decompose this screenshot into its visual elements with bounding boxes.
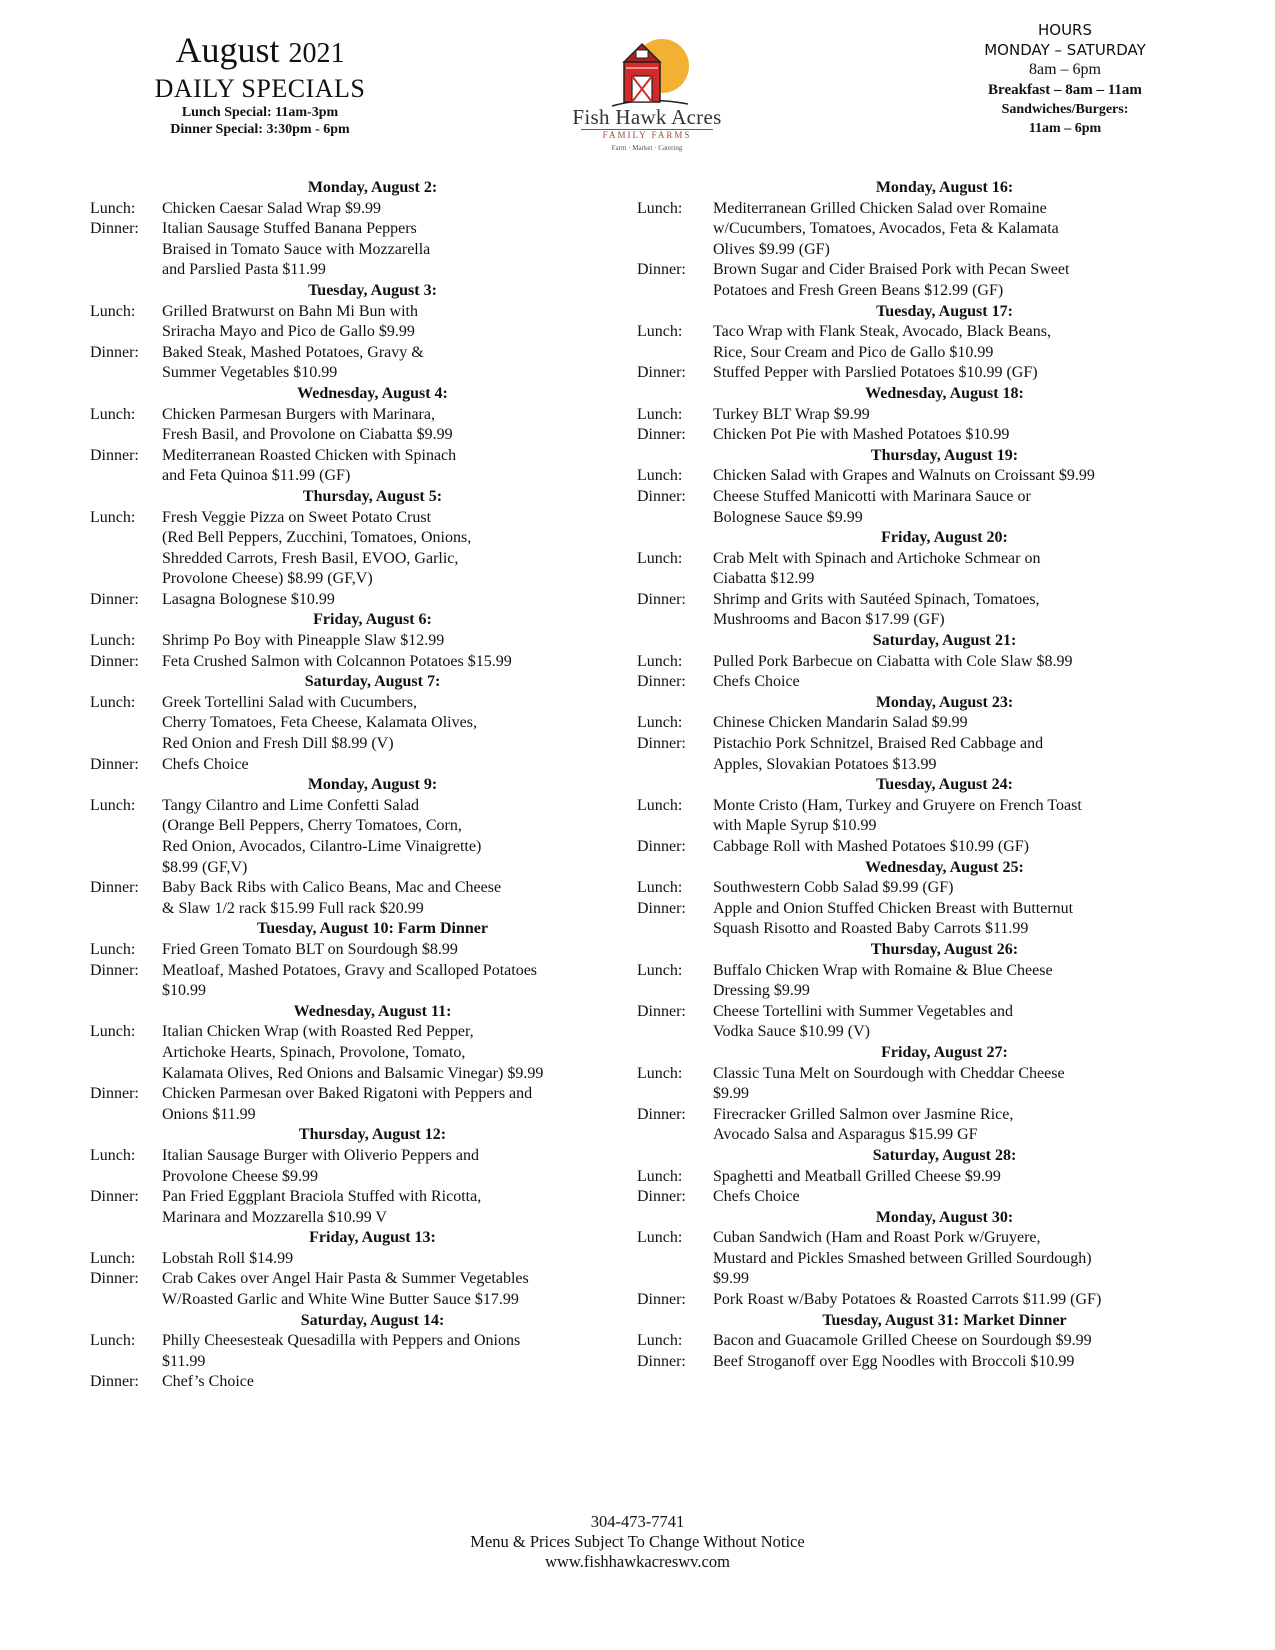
logo-brand-name: Fish Hawk Acres bbox=[572, 105, 722, 129]
meal-label: Dinner: bbox=[637, 487, 686, 505]
meal-row bbox=[637, 899, 1192, 940]
day-heading: Monday, August 2: bbox=[307, 179, 438, 196]
meal-description: Chef’s Choice bbox=[162, 1373, 254, 1391]
meal-label: Dinner: bbox=[637, 673, 686, 691]
meal-row bbox=[637, 590, 1192, 631]
meal-description: Cuban Sandwich (Ham and Roast Pork w/Gruyere, Mustard and Pickles Smashed between Grilled Sourdough) $9.99 bbox=[713, 1229, 1092, 1288]
sandwiches-label: Sandwiches/Burgers: bbox=[1001, 102, 1129, 117]
meal-row bbox=[90, 631, 605, 652]
meal-row bbox=[637, 487, 1192, 528]
meal-row bbox=[637, 363, 1192, 384]
meal-row bbox=[637, 1167, 1192, 1188]
meal-description: Baked Steak, Mashed Potatoes, Gravy & Summer Vegetables $10.99 bbox=[162, 343, 424, 382]
meal-label: Dinner: bbox=[637, 364, 686, 382]
meal-row bbox=[637, 961, 1192, 1002]
meal-description: Beef Stroganoff over Egg Noodles with Broccoli $10.99 bbox=[713, 1352, 1075, 1370]
day-heading: Tuesday, August 10: Farm Dinner bbox=[257, 920, 488, 938]
day-block bbox=[90, 672, 605, 775]
day-heading: Monday, August 16: bbox=[875, 179, 1014, 196]
meal-description: Cheese Stuffed Manicotti with Marinara Sauce or Bolognese Sauce $9.99 bbox=[713, 487, 1031, 526]
meal-label: Lunch: bbox=[90, 508, 136, 526]
right-menu-column bbox=[637, 178, 1192, 1372]
meal-label: Lunch: bbox=[637, 405, 683, 423]
meal-label: Dinner: bbox=[637, 1002, 686, 1020]
meal-row bbox=[637, 713, 1192, 734]
meal-label: Lunch: bbox=[90, 1332, 136, 1350]
meal-row bbox=[90, 940, 605, 961]
meal-label: Dinner: bbox=[637, 261, 686, 279]
meal-row bbox=[90, 1331, 605, 1372]
day-heading: Wednesday, August 4: bbox=[297, 384, 448, 402]
meal-label: Lunch: bbox=[637, 1064, 683, 1082]
meal-label: Dinner: bbox=[90, 879, 139, 897]
day-block bbox=[637, 446, 1192, 528]
meal-label: Lunch: bbox=[90, 302, 136, 320]
meal-description: Fried Green Tomato BLT on Sourdough $8.99 bbox=[162, 940, 458, 958]
meal-label: Lunch: bbox=[90, 940, 136, 958]
day-heading: Saturday, August 14: bbox=[300, 1311, 445, 1329]
logo-tagline: Farm · Market · Catering bbox=[611, 144, 683, 152]
day-block bbox=[90, 1125, 605, 1228]
meal-label: Lunch: bbox=[637, 961, 683, 979]
day-block bbox=[90, 1311, 605, 1393]
meal-row bbox=[90, 878, 605, 919]
meal-label: Lunch: bbox=[637, 796, 683, 814]
meal-description: Italian Chicken Wrap (with Roasted Red Pepper, Artichoke Hearts, Spinach, Provolone, Tomato, Kalamata Olives, Red Onions and Balsamic Vinegar) $9.99 bbox=[162, 1023, 544, 1082]
meal-label: Lunch: bbox=[637, 1167, 683, 1185]
meal-description: Chicken Salad with Grapes and Walnuts on Croissant $9.99 bbox=[713, 467, 1095, 485]
sandwiches-hours: 11am – 6pm bbox=[1028, 121, 1102, 136]
meal-label: Lunch: bbox=[90, 1249, 136, 1267]
day-block bbox=[637, 775, 1192, 857]
day-heading: Monday, August 30: bbox=[875, 1208, 1014, 1226]
day-heading: Saturday, August 28: bbox=[872, 1146, 1017, 1164]
day-block bbox=[637, 302, 1192, 384]
meal-description: Monte Cristo (Ham, Turkey and Gruyere on French Toast with Maple Syrup $10.99 bbox=[713, 796, 1082, 835]
meal-row bbox=[90, 652, 605, 673]
meal-description: Fresh Veggie Pizza on Sweet Potato Crust (Red Bell Peppers, Zucchini, Tomatoes, Onions, Shredded Carrots, Fresh Basil, EVOO, Garlic, Provolone Cheese) $8.99 (GF,V) bbox=[162, 508, 472, 588]
day-block bbox=[637, 1043, 1192, 1146]
meal-description: Chefs Choice bbox=[713, 673, 800, 691]
meal-row bbox=[90, 1269, 605, 1310]
meal-label: Dinner: bbox=[90, 652, 139, 670]
meal-description: Crab Cakes over Angel Hair Pasta & Summer Vegetables W/Roasted Garlic and White Wine Butter Sauce $17.99 bbox=[162, 1270, 529, 1309]
meal-row bbox=[90, 693, 605, 755]
meal-row bbox=[637, 1331, 1192, 1352]
meal-description: Italian Sausage Stuffed Banana Peppers Braised in Tomato Sauce with Mozzarella and Parslied Pasta $11.99 bbox=[162, 220, 431, 279]
meal-row bbox=[637, 1064, 1192, 1105]
hours-time: 8am – 6pm bbox=[1029, 61, 1101, 78]
day-block bbox=[90, 1228, 605, 1310]
hours-block bbox=[960, 20, 1170, 138]
meal-label: Dinner: bbox=[637, 735, 686, 753]
meal-description: Greek Tortellini Salad with Cucumbers, Cherry Tomatoes, Feta Cheese, Kalamata Olives, Red Onion and Fresh Dill $8.99 (V) bbox=[162, 693, 477, 753]
day-heading: Tuesday, August 31: Market Dinner bbox=[822, 1311, 1067, 1329]
meal-description: Lobstah Roll $14.99 bbox=[162, 1249, 294, 1267]
meal-row bbox=[90, 1084, 605, 1125]
meal-row bbox=[90, 405, 605, 446]
meal-label: Lunch: bbox=[637, 199, 683, 217]
day-heading: Tuesday, August 24: bbox=[876, 776, 1013, 794]
day-block bbox=[637, 1311, 1192, 1373]
meal-description: Italian Sausage Burger with Oliverio Peppers and Provolone Cheese $9.99 bbox=[162, 1146, 479, 1185]
meal-description: Pan Fried Eggplant Braciola Stuffed with Ricotta, Marinara and Mozzarella $10.99 V bbox=[162, 1188, 482, 1226]
meal-description: Cabbage Roll with Mashed Potatoes $10.99 (GF) bbox=[713, 838, 1029, 855]
meal-row bbox=[637, 878, 1192, 899]
meal-label: Dinner: bbox=[90, 1373, 139, 1391]
day-block bbox=[90, 487, 605, 611]
day-block bbox=[90, 1002, 605, 1126]
meal-row bbox=[90, 796, 605, 878]
day-block bbox=[637, 940, 1192, 1043]
meal-row bbox=[637, 1187, 1192, 1208]
meal-row bbox=[637, 322, 1192, 363]
meal-label: Lunch: bbox=[637, 714, 683, 732]
meal-description: Stuffed Pepper with Parslied Potatoes $10.99 (GF) bbox=[713, 364, 1038, 382]
meal-description: Lasagna Bolognese $10.99 bbox=[162, 590, 335, 608]
day-heading: Wednesday, August 25: bbox=[865, 858, 1024, 876]
day-block bbox=[637, 178, 1192, 302]
day-block bbox=[637, 858, 1192, 940]
meal-row bbox=[90, 446, 605, 487]
day-heading: Thursday, August 19: bbox=[870, 446, 1019, 464]
meal-label: Dinner: bbox=[90, 1085, 139, 1103]
day-heading: Friday, August 6: bbox=[313, 611, 432, 629]
meal-description: Pork Roast w/Baby Potatoes & Roasted Carrots $11.99 (GF) bbox=[713, 1291, 1102, 1309]
day-heading: Monday, August 23: bbox=[875, 693, 1014, 711]
footer bbox=[0, 1512, 1275, 1572]
meal-description: Apple and Onion Stuffed Chicken Breast with Butternut Squash Risotto and Roasted Baby Carrots $11.99 bbox=[713, 899, 1074, 938]
meal-description: Baby Back Ribs with Calico Beans, Mac and Cheese & Slaw 1/2 rack $15.99 Full rack $20.99 bbox=[162, 879, 502, 917]
day-block bbox=[637, 1208, 1192, 1311]
barn-icon bbox=[602, 32, 692, 110]
day-block bbox=[90, 384, 605, 487]
meal-label: Dinner: bbox=[90, 1188, 139, 1206]
phone-number: 304-473-7741 bbox=[590, 1512, 685, 1531]
meal-description: Shrimp Po Boy with Pineapple Slaw $12.99 bbox=[162, 632, 445, 650]
breakfast-hours: Breakfast – 8am – 11am bbox=[988, 82, 1142, 98]
meal-row bbox=[90, 219, 605, 281]
meal-label: Lunch: bbox=[637, 879, 683, 897]
day-heading: Friday, August 27: bbox=[881, 1043, 1008, 1061]
day-heading: Tuesday, August 3: bbox=[308, 281, 437, 299]
day-block bbox=[637, 384, 1192, 446]
meal-row bbox=[637, 549, 1192, 590]
meal-description: Feta Crushed Salmon with Colcannon Potatoes $15.99 bbox=[162, 652, 512, 670]
day-heading: Thursday, August 12: bbox=[298, 1126, 447, 1144]
meal-row bbox=[637, 199, 1192, 261]
meal-row bbox=[90, 508, 605, 590]
meal-description: Pistachio Pork Schnitzel, Braised Red Cabbage and Apples, Slovakian Potatoes $13.99 bbox=[713, 735, 1044, 773]
month-year: 2021 bbox=[288, 38, 345, 69]
meal-label: Lunch: bbox=[90, 1146, 136, 1164]
meal-description: Bacon and Guacamole Grilled Cheese on Sourdough $9.99 bbox=[713, 1332, 1092, 1350]
day-heading: Friday, August 20: bbox=[881, 529, 1008, 547]
meal-row bbox=[90, 1022, 605, 1084]
meal-label: Lunch: bbox=[90, 796, 136, 814]
meal-description: Mediterranean Grilled Chicken Salad over Romaine w/Cucumbers, Tomatoes, Avocados, Feta & Kalamata Olives $9.99 (GF) bbox=[713, 199, 1059, 258]
meal-row bbox=[637, 1352, 1192, 1373]
meal-row bbox=[90, 302, 605, 343]
meal-description: Grilled Bratwurst on Bahn Mi Bun with Sriracha Mayo and Pico de Gallo $9.99 bbox=[162, 302, 418, 341]
change-notice: Menu & Prices Subject To Change Without Notice bbox=[470, 1532, 805, 1551]
meal-label: Dinner: bbox=[637, 838, 686, 855]
meal-label: Lunch: bbox=[90, 199, 136, 217]
meal-description: Chefs Choice bbox=[713, 1188, 800, 1206]
meal-label: Lunch: bbox=[637, 1229, 683, 1247]
meal-row bbox=[90, 961, 605, 1002]
meal-description: Chicken Pot Pie with Mashed Potatoes $10.99 bbox=[713, 426, 1010, 444]
meal-description: Firecracker Grilled Salmon over Jasmine Rice, Avocado Salsa and Asparagus $15.99 GF bbox=[713, 1105, 1014, 1144]
meal-description: Shrimp and Grits with Sautéed Spinach, Tomatoes, Mushrooms and Bacon $17.99 (GF) bbox=[713, 590, 1040, 629]
meal-description: Spaghetti and Meatball Grilled Cheese $9.99 bbox=[713, 1167, 1001, 1185]
day-heading: Thursday, August 26: bbox=[870, 940, 1019, 958]
day-heading: Wednesday, August 18: bbox=[865, 384, 1024, 402]
meal-label: Lunch: bbox=[637, 1332, 683, 1350]
meal-label: Dinner: bbox=[90, 755, 139, 773]
meal-label: Dinner: bbox=[90, 961, 139, 979]
meal-label: Lunch: bbox=[637, 652, 683, 670]
meal-row bbox=[637, 652, 1192, 673]
meal-row bbox=[90, 199, 605, 220]
meal-description: Classic Tuna Melt on Sourdough with Cheddar Cheese $9.99 bbox=[713, 1064, 1065, 1103]
meal-description: Meatloaf, Mashed Potatoes, Gravy and Scalloped Potatoes $10.99 bbox=[162, 961, 538, 1000]
day-block bbox=[90, 775, 605, 919]
meal-label: Dinner: bbox=[90, 590, 139, 608]
website-url: www.fishhawkacreswv.com bbox=[545, 1552, 730, 1571]
meal-label: Lunch: bbox=[90, 1023, 136, 1041]
day-block bbox=[90, 919, 605, 1001]
meal-description: Cheese Tortellini with Summer Vegetables and Vodka Sauce $10.99 (V) bbox=[713, 1002, 1014, 1041]
lunch-special-hours: Lunch Special: 11am-3pm bbox=[181, 105, 339, 120]
meal-label: Dinner: bbox=[637, 1105, 686, 1123]
meal-label: Dinner: bbox=[637, 899, 686, 917]
meal-row bbox=[90, 590, 605, 611]
meal-description: Crab Melt with Spinach and Artichoke Schmear on Ciabatta $12.99 bbox=[713, 549, 1041, 588]
meal-label: Dinner: bbox=[90, 446, 139, 464]
meal-label: Dinner: bbox=[637, 1352, 686, 1370]
meal-label: Dinner: bbox=[90, 343, 139, 361]
meal-row bbox=[637, 796, 1192, 837]
day-block bbox=[90, 178, 605, 281]
day-heading: Saturday, August 7: bbox=[304, 673, 441, 691]
meal-description: Taco Wrap with Flank Steak, Avocado, Black Beans, Rice, Sour Cream and Pico de Gallo $10.99 bbox=[713, 323, 1052, 361]
meal-label: Dinner: bbox=[637, 590, 686, 608]
meal-description: Tangy Cilantro and Lime Confetti Salad (Orange Bell Peppers, Cherry Tomatoes, Corn, Red Onion, Avocados, Cilantro-Lime Vinaigrette) $8.99 (GF,V) bbox=[162, 796, 482, 876]
logo-subtitle: FAMILY FARMS bbox=[602, 130, 692, 140]
meal-description: Turkey BLT Wrap $9.99 bbox=[713, 405, 870, 423]
page-title: DAILY SPECIALS bbox=[154, 74, 366, 103]
meal-row bbox=[90, 343, 605, 384]
meal-row bbox=[637, 425, 1192, 446]
meal-label: Lunch: bbox=[90, 632, 136, 650]
month-name: August bbox=[175, 30, 280, 70]
meal-label: Dinner: bbox=[90, 1270, 139, 1288]
day-block bbox=[637, 528, 1192, 631]
meal-label: Lunch: bbox=[90, 405, 136, 423]
meal-label: Dinner: bbox=[90, 220, 139, 238]
meal-row bbox=[637, 734, 1192, 775]
meal-row bbox=[637, 405, 1192, 426]
meal-label: Dinner: bbox=[637, 426, 686, 444]
fish-hawk-acres-logo bbox=[572, 32, 722, 154]
meal-row bbox=[637, 1228, 1192, 1290]
meal-row bbox=[90, 1187, 605, 1228]
meal-label: Lunch: bbox=[637, 467, 683, 485]
meal-row bbox=[637, 837, 1192, 858]
day-block bbox=[637, 1146, 1192, 1208]
meal-row bbox=[90, 1249, 605, 1270]
day-block bbox=[637, 631, 1192, 693]
meal-label: Lunch: bbox=[90, 693, 136, 711]
hours-title: HOURS bbox=[1037, 21, 1092, 39]
meal-label: Dinner: bbox=[637, 1188, 686, 1206]
meal-row bbox=[637, 1105, 1192, 1146]
day-heading: Monday, August 9: bbox=[307, 776, 438, 794]
meal-description: Chefs Choice bbox=[162, 755, 249, 773]
meal-description: Mediterranean Roasted Chicken with Spinach and Feta Quinoa $11.99 (GF) bbox=[162, 446, 457, 485]
meal-description: Brown Sugar and Cider Braised Pork with Pecan Sweet Potatoes and Fresh Green Beans $12.99 (GF) bbox=[713, 261, 1070, 299]
meal-description: Chicken Parmesan Burgers with Marinara, Fresh Basil, and Provolone on Ciabatta $9.99 bbox=[162, 405, 453, 444]
menu-header bbox=[130, 30, 390, 138]
meal-label: Dinner: bbox=[637, 1291, 686, 1309]
meal-row bbox=[90, 755, 605, 776]
dinner-special-hours: Dinner Special: 3:30pm - 6pm bbox=[170, 122, 350, 137]
meal-label: Lunch: bbox=[637, 549, 683, 567]
meal-description: Philly Cheesesteak Quesadilla with Peppers and Onions $11.99 bbox=[162, 1332, 521, 1370]
meal-row bbox=[90, 1146, 605, 1187]
meal-row bbox=[637, 1290, 1192, 1311]
meal-row bbox=[637, 466, 1192, 487]
day-heading: Friday, August 13: bbox=[309, 1229, 436, 1247]
meal-description: Pulled Pork Barbecue on Ciabatta with Cole Slaw $8.99 bbox=[713, 652, 1073, 670]
day-heading: Saturday, August 21: bbox=[872, 632, 1017, 650]
meal-row bbox=[637, 672, 1192, 693]
meal-description: Chicken Caesar Salad Wrap $9.99 bbox=[162, 199, 381, 217]
day-block bbox=[637, 693, 1192, 775]
meal-label: Lunch: bbox=[637, 323, 683, 341]
day-heading: Tuesday, August 17: bbox=[876, 302, 1013, 320]
hours-days: MONDAY – SATURDAY bbox=[984, 41, 1146, 59]
meal-description: Southwestern Cobb Salad $9.99 (GF) bbox=[713, 879, 954, 897]
meal-description: Chicken Parmesan over Baked Rigatoni with Peppers and Onions $11.99 bbox=[162, 1085, 533, 1123]
left-menu-column bbox=[90, 178, 605, 1393]
day-heading: Wednesday, August 11: bbox=[293, 1002, 452, 1020]
day-block bbox=[90, 281, 605, 384]
meal-row bbox=[637, 1002, 1192, 1043]
month-title bbox=[130, 30, 390, 74]
meal-description: Buffalo Chicken Wrap with Romaine & Blue Cheese Dressing $9.99 bbox=[713, 961, 1053, 1000]
day-heading: Thursday, August 5: bbox=[302, 487, 443, 505]
meal-row bbox=[637, 260, 1192, 301]
meal-description: Chinese Chicken Mandarin Salad $9.99 bbox=[713, 714, 968, 732]
meal-row bbox=[90, 1372, 605, 1393]
day-block bbox=[90, 610, 605, 672]
